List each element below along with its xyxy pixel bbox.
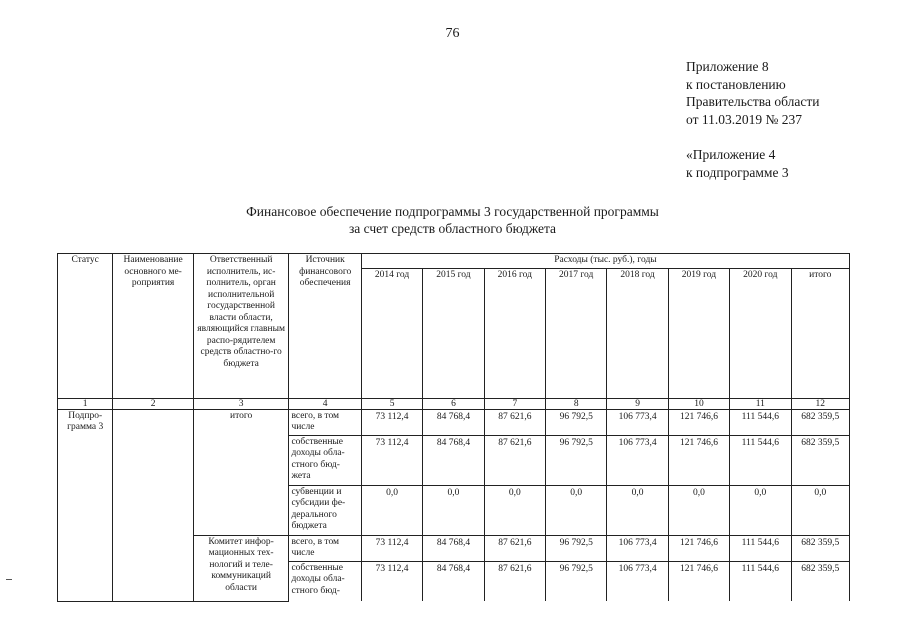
value-cell: 106 773,4: [607, 435, 668, 485]
value-cell: 87 621,6: [484, 435, 545, 485]
value-cell: 121 746,6: [668, 435, 729, 485]
value-cell: 682 359,5: [791, 561, 850, 601]
header-year: 2015 год: [423, 268, 484, 398]
page-number: 76: [445, 26, 460, 41]
header-name: Наименование основного ме-роприятия: [113, 254, 194, 399]
value-cell: 87 621,6: [484, 561, 545, 601]
value-cell: 0,0: [730, 485, 791, 535]
title-line-2: за счет средств областного бюджета: [348, 221, 557, 236]
header-source: Источник финансового обеспечения: [289, 254, 361, 399]
value-cell: 111 544,6: [730, 435, 791, 485]
column-number: 9: [607, 398, 668, 409]
value-cell: 96 792,5: [546, 535, 607, 561]
value-cell: 87 621,6: [484, 535, 545, 561]
value-cell: 73 112,4: [361, 535, 422, 561]
appendix-block: [686, 58, 896, 181]
value-cell: 0,0: [361, 485, 422, 535]
title-line-1: Финансовое обеспечение подпрограммы 3 государственной программы: [246, 204, 659, 219]
header-year: 2018 год: [607, 268, 668, 398]
column-number: 1: [58, 398, 113, 409]
column-number: 12: [791, 398, 850, 409]
appendix-line: Приложение 8: [686, 59, 769, 74]
header-expenses: Расходы (тыс. руб.), годы: [361, 254, 849, 269]
column-number: 3: [193, 398, 289, 409]
value-cell: 121 746,6: [668, 535, 729, 561]
column-number: 2: [113, 398, 194, 409]
appendix-line: к подпрограмме 3: [686, 164, 789, 180]
executor-cell: Комитет инфор-мационных тех-нологий и теле-коммуникаций области: [193, 535, 289, 601]
value-cell: 106 773,4: [607, 409, 668, 435]
table-row: [58, 409, 850, 435]
value-cell: 0,0: [546, 485, 607, 535]
value-cell: 96 792,5: [546, 409, 607, 435]
value-cell: 682 359,5: [791, 535, 850, 561]
value-cell: 73 112,4: [361, 561, 422, 601]
value-cell: 121 746,6: [668, 561, 729, 601]
value-cell: 682 359,5: [791, 435, 850, 485]
header-year: 2016 год: [484, 268, 545, 398]
appendix-line: от 11.03.2019 № 237: [686, 111, 802, 127]
source-cell: всего, в том числе: [289, 409, 361, 435]
value-cell: 84 768,4: [423, 535, 484, 561]
appendix-line: «Приложение 4: [686, 147, 776, 162]
value-cell: 111 544,6: [730, 561, 791, 601]
column-number: 7: [484, 398, 545, 409]
value-cell: 121 746,6: [668, 409, 729, 435]
value-cell: 84 768,4: [423, 561, 484, 601]
header-year: 2017 год: [546, 268, 607, 398]
value-cell: 73 112,4: [361, 435, 422, 485]
status-cell: Подпро-грамма 3: [58, 409, 113, 601]
header-total: итого: [791, 268, 850, 398]
column-number: 4: [289, 398, 361, 409]
value-cell: 96 792,5: [546, 561, 607, 601]
value-cell: 0,0: [423, 485, 484, 535]
source-cell: собственные доходы обла-стного бюд-: [289, 561, 361, 601]
value-cell: 73 112,4: [361, 409, 422, 435]
header-year: 2019 год: [668, 268, 729, 398]
appendix-line: к постановлению: [686, 76, 786, 92]
value-cell: 0,0: [668, 485, 729, 535]
name-cell: [113, 409, 194, 601]
source-cell: всего, в том числе: [289, 535, 361, 561]
header-year: 2014 год: [361, 268, 422, 398]
executor-cell: итого: [193, 409, 289, 535]
value-cell: 111 544,6: [730, 535, 791, 561]
value-cell: 106 773,4: [607, 561, 668, 601]
column-number: 11: [730, 398, 791, 409]
source-cell: собственные доходы обла-стного бюд-жета: [289, 435, 361, 485]
scan-edge-mark: [6, 579, 12, 580]
value-cell: 0,0: [607, 485, 668, 535]
column-number: 8: [546, 398, 607, 409]
value-cell: 106 773,4: [607, 535, 668, 561]
budget-table: [57, 253, 850, 602]
value-cell: 111 544,6: [730, 409, 791, 435]
value-cell: 0,0: [484, 485, 545, 535]
value-cell: 84 768,4: [423, 435, 484, 485]
value-cell: 682 359,5: [791, 409, 850, 435]
header-executor: Ответственный исполнитель, ис-полнитель, орган исполнительной государственной власти области, являющийся главным распо-рядителем средств областно-го бюджета: [193, 254, 289, 399]
column-number: 6: [423, 398, 484, 409]
source-cell: субвенции и субсидии фе-дерального бюджета: [289, 485, 361, 535]
document-title: [0, 203, 905, 237]
column-number: 10: [668, 398, 729, 409]
value-cell: 96 792,5: [546, 435, 607, 485]
value-cell: 87 621,6: [484, 409, 545, 435]
value-cell: 0,0: [791, 485, 850, 535]
appendix-line: Правительства области: [686, 94, 820, 109]
header-status: Статус: [58, 254, 113, 399]
value-cell: 84 768,4: [423, 409, 484, 435]
column-number: 5: [361, 398, 422, 409]
header-year: 2020 год: [730, 268, 791, 398]
